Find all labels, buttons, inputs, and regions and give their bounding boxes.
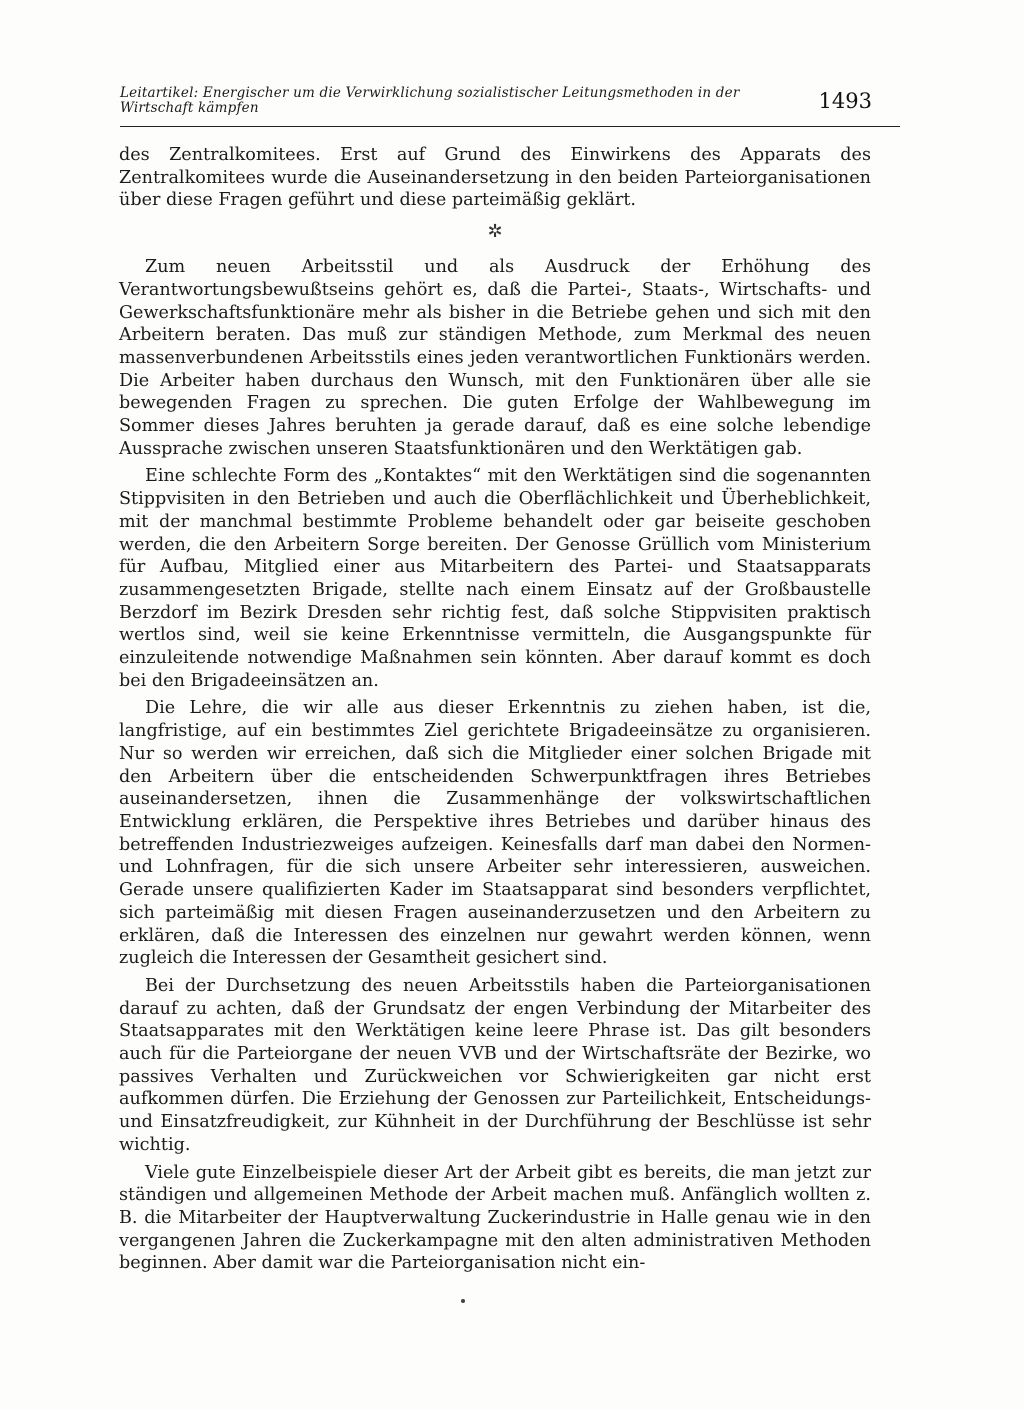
- paragraph-2: Eine schlechte Form des „Kontaktes“ mit den Werktätigen sind die sogenannten Stippvisiten in den Betrieben und auch die Oberflächlichkeit und Überheblichkeit, mit der manchmal bestimmte Probleme behandelt oder gar beiseite geschoben werden, die den Arbeitern Sorge bereiten. Der Genosse Grüllich vom Ministerium für Aufbau, Mitglied einer aus Mitarbeitern des Partei- und Staatsapparats zusammengesetzten Brigade, stellte nach einem Einsatz auf der Großbaustelle Berzdorf im Bezirk Dresden sehr richtig fest, daß solche Stippvisiten praktisch wertlos sind, weil sie keine Erkenntnisse vermitteln, die Ausgangspunkte für einzuleitende notwendige Maßnahmen sein könnten. Aber darauf kommt es doch bei den Brigadeeinsätzen an.: [119, 466, 871, 691]
- page-number: 1493: [818, 89, 872, 113]
- article-body: [119, 144, 871, 1275]
- paragraph-1: Zum neuen Arbeitsstil und als Ausdruck der Erhöhung des Verantwortungsbewußtseins gehört es, daß die Partei-, Staats-, Wirtschafts- und Gewerkschaftsfunktionäre mehr als bisher in die Betriebe gehen und sich mit den Arbeitern beraten. Das muß zur ständigen Methode, zum Merkmal des neuen massenverbundenen Arbeitsstils eines jeden verantwortlichen Funktionärs werden. Die Arbeiter haben durchaus den Wunsch, mit den Funktionären über alle sie bewegenden Fragen zu sprechen. Die guten Erfolge der Wahlbewegung im Sommer dieses Jahres beruhten ja gerade darauf, daß es eine solche lebendige Aussprache zwischen unseren Staatsfunktionären und den Werktätigen gab.: [119, 257, 871, 459]
- running-header: [120, 86, 900, 127]
- section-divider-star-icon: ✲: [487, 221, 503, 243]
- paragraph-3: Die Lehre, die wir alle aus dieser Erkenntnis zu ziehen haben, ist die, langfristige, auf ein bestimmtes Ziel gerichtete Brigadeeinsätze zu organisieren. Nur so werden wir erreichen, daß sich die Mitglieder einer solchen Brigade mit den Arbeitern über die entscheidenden Schwerpunktfragen ihres Betriebes auseinandersetzen, ihnen die Zusammenhänge der volkswirtschaftlichen Entwicklung erklären, die Perspektive ihres Betriebes und darüber hinaus des betreffenden Industriezweiges aufzeigen. Keinesfalls darf man dabei den Normen- und Lohnfragen, für die sich unsere Arbeiter sehr interessieren, ausweichen. Gerade unsere qualifizierten Kader im Staatsapparat sind besonders verpflichtet, sich parteimäßig mit diesen Fragen auseinanderzusetzen und den Arbeitern zu erklären, daß die Interessen des einzelnen nur gewahrt werden können, wenn zugleich die Interessen der Gesamtheit gesichert sind.: [119, 698, 871, 969]
- ink-speck: [461, 1299, 465, 1303]
- intro-paragraph: des Zentralkomitees. Erst auf Grund des Einwirkens des Apparats des Zentralkomitees wurde die Auseinandersetzung in den beiden Parteiorganisationen über diese Fragen geführt und diese parteimäßig geklärt.: [119, 145, 871, 211]
- paragraph-5: Viele gute Einzelbeispiele dieser Art der Arbeit gibt es bereits, die man jetzt zur ständigen und allgemeinen Methode der Arbeit machen muß. Anfänglich wollten z. B. die Mitarbeiter der Hauptverwaltung Zuckerindustrie in Halle genau wie in den vergangenen Jahren die Zuckerkampagne mit den alten administrativen Methoden beginnen. Aber damit war die Parteiorganisation nicht ein-: [119, 1162, 871, 1274]
- header-title: Leitartikel: Energischer um die Verwirklichung sozialistischer Leitungsmethoden in der Wirtschaft kämpfen: [120, 85, 740, 116]
- paragraph-4: Bei der Durchsetzung des neuen Arbeitsstils haben die Parteiorganisationen darauf zu achten, daß der Grundsatz der engen Verbindung der Mitarbeiter des Staatsapparates mit den Werktätigen keine leere Phrase ist. Das gilt besonders auch für die Parteiorgane der neuen VVB und der Wirtschaftsräte der Bezirke, wo passives Verhalten und Zurückweichen vor Schwierigkeiten gar nicht erst aufkommen dürfen. Die Erziehung der Genossen zur Parteilichkeit, Entscheidungs- und Einsatzfreudigkeit, zur Kühnheit in der Durchführung der Beschlüsse ist sehr wichtig.: [119, 975, 871, 1155]
